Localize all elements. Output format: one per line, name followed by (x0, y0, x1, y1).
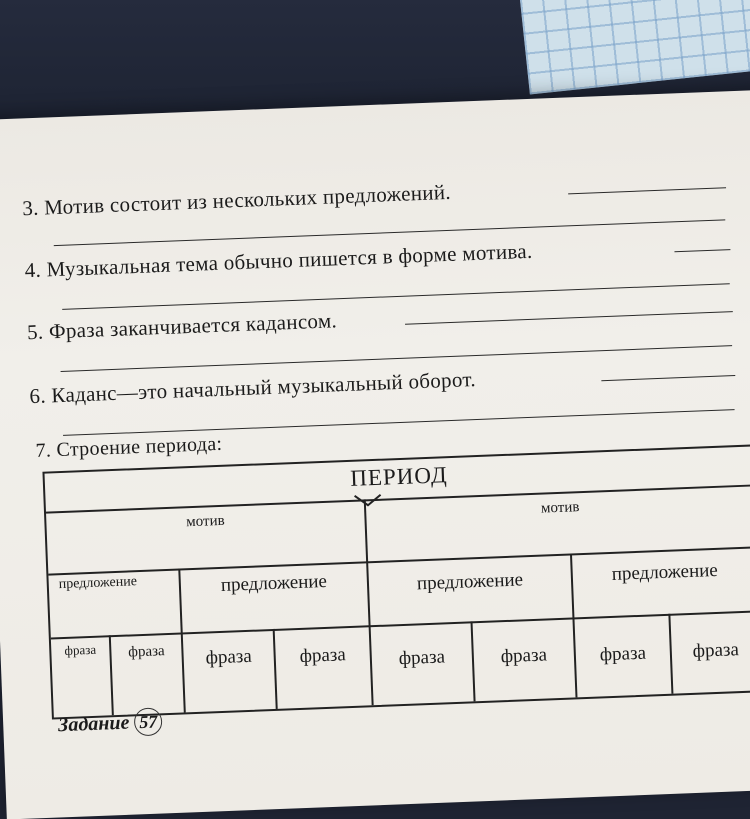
statement-7: 7. Строение периода: (35, 432, 223, 462)
phrase-cell-5: фраза (398, 646, 446, 670)
sentence-cell-3: предложение (416, 569, 524, 595)
statement-5: 5. Фраза заканчивается кадансом. (26, 308, 338, 345)
period-structure-table (42, 444, 750, 719)
answer-line-3a[interactable] (568, 187, 726, 194)
answer-line-4a[interactable] (674, 249, 730, 252)
phrase-cell-8: фраза (692, 639, 740, 662)
sentence-cell-1: предложение (58, 574, 138, 593)
phrase-cell-7: фраза (599, 642, 647, 666)
answer-line-6a[interactable] (601, 375, 735, 381)
statement-4: 4. Музыкальная тема обычно пишется в форме мотива. (24, 238, 533, 283)
answer-line-3b[interactable] (54, 219, 726, 246)
task-number-badge: 57 (134, 707, 163, 736)
sentence-cell-2: предложение (220, 570, 328, 596)
statement-3: 3. Мотив состоит из нескольких предложений. (21, 179, 452, 221)
phrase-cell-2: фраза (127, 643, 165, 661)
answer-line-4b[interactable] (62, 283, 730, 310)
phrase-cell-6: фраза (500, 644, 548, 668)
phrase-cell-4: фраза (299, 644, 347, 667)
answer-line-5b[interactable] (61, 345, 733, 372)
answer-line-5a[interactable] (405, 311, 733, 325)
task-footer (58, 707, 163, 739)
period-header: ПЕРИОД (349, 462, 448, 491)
phrase-cell-3: фраза (205, 645, 253, 669)
motif-divider (364, 499, 374, 705)
motif-cell-1: мотив (185, 512, 225, 531)
task-label: Задание (57, 711, 130, 737)
sentence-cell-4: предложение (611, 559, 719, 585)
statement-6: 6. Каданс—это начальный музыкальный оборот. (29, 367, 477, 409)
phrase-cell-1: фраза (64, 641, 97, 659)
row-divider-3 (51, 610, 750, 639)
phrase-divider-3 (273, 629, 278, 709)
motif-cell-2: мотив (540, 499, 580, 517)
answer-line-6b[interactable] (63, 409, 735, 436)
